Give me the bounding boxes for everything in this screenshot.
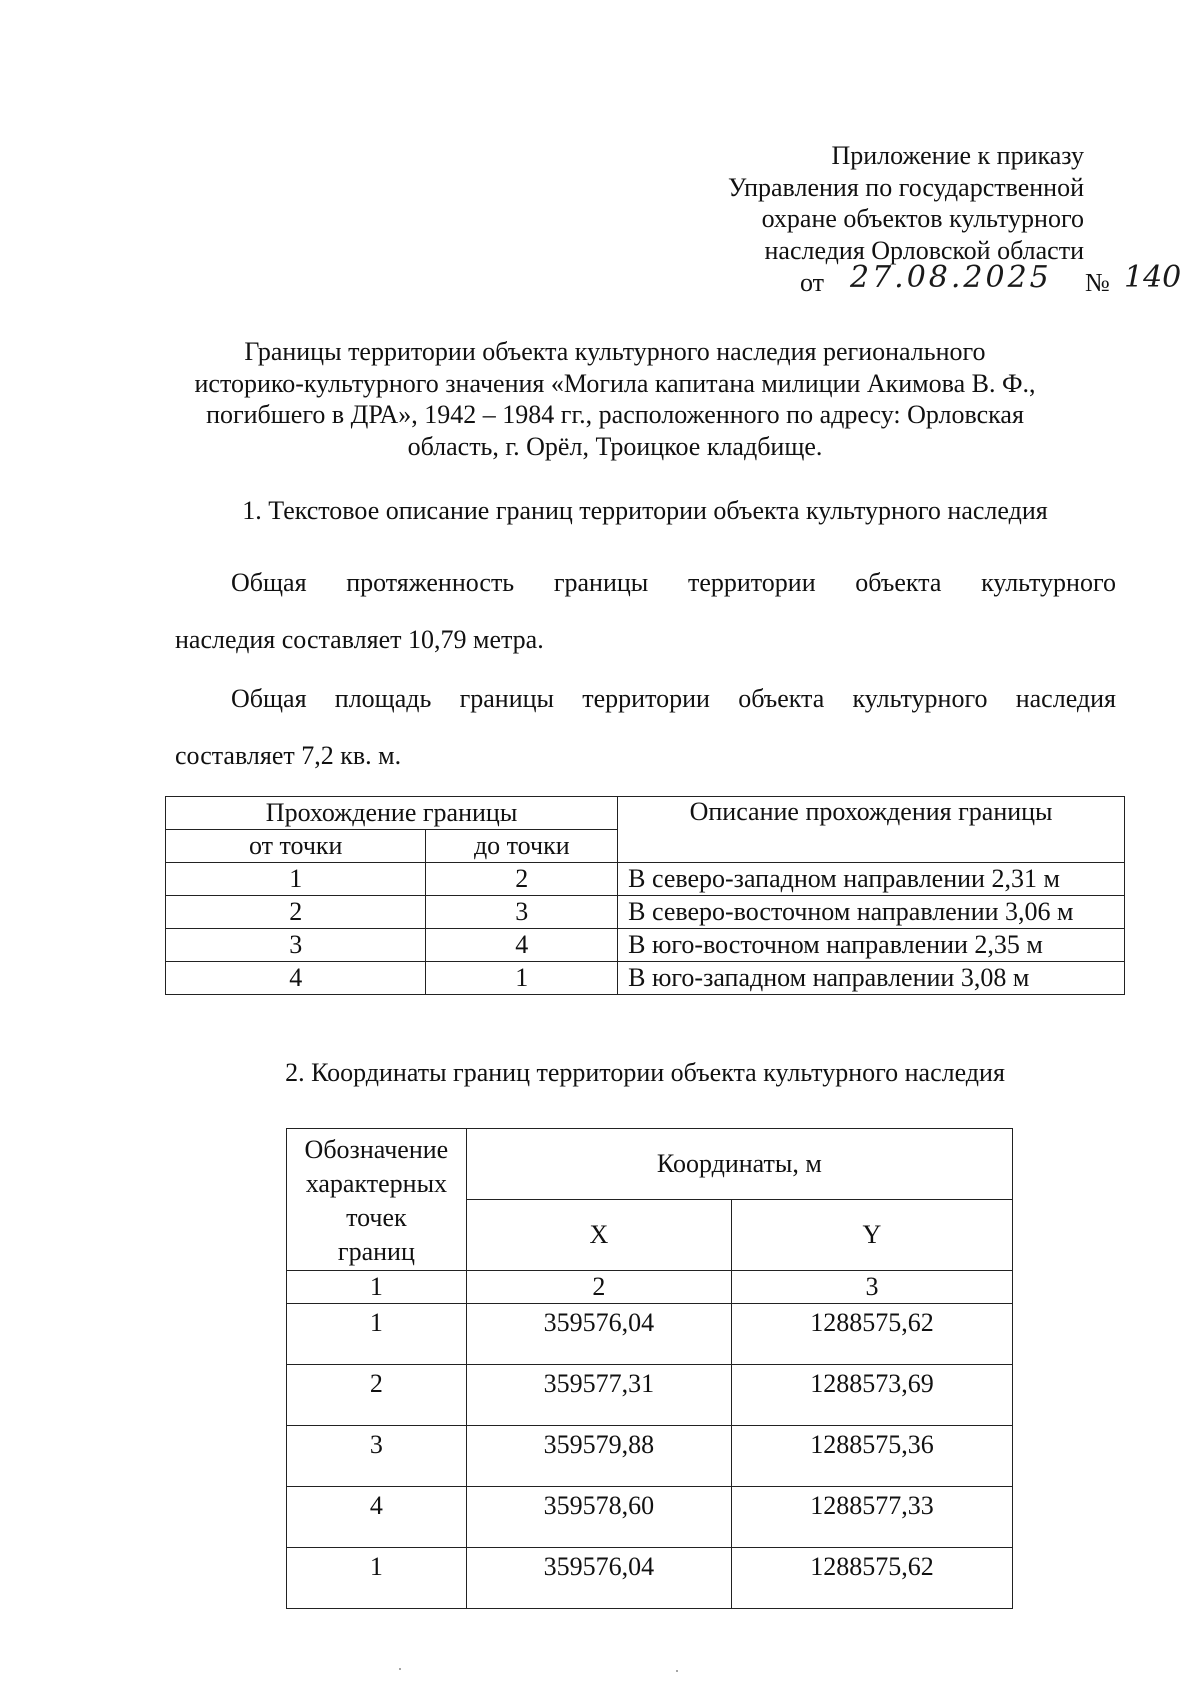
cell-description: В северо-западном направлении 2,31 м (618, 863, 1125, 896)
cell-x: 359579,88 (466, 1426, 731, 1487)
cell-description: В северо-восточном направлении 3,06 м (618, 896, 1125, 929)
handwritten-date: 27.08.2025 (850, 260, 1052, 295)
cell-x: 359576,04 (466, 1548, 731, 1609)
appendix-line: охране объектов культурного (761, 204, 1084, 233)
appendix-header (524, 140, 1084, 266)
header-x: X (466, 1200, 731, 1271)
table-row (287, 1487, 1013, 1548)
header-passage: Прохождение границы (166, 797, 618, 830)
table-row (287, 1548, 1013, 1609)
cell-from: 4 (166, 962, 426, 995)
index-row (287, 1271, 1013, 1304)
cell-from: 1 (166, 863, 426, 896)
area-line2: составляет 7,2 кв. м. (175, 741, 402, 770)
header-label-line: Обозначение (304, 1135, 449, 1164)
cell-to: 3 (426, 896, 618, 929)
title-line: погибшего в ДРА», 1942 – 1984 гг., расположенного по адресу: Орловская (206, 400, 1024, 429)
header-label-line: границ (337, 1237, 415, 1266)
cell-from: 2 (166, 896, 426, 929)
appendix-line: Управления по государственной (727, 172, 1084, 202)
appendix-line: наследия Орловской области (764, 235, 1084, 265)
table-row (166, 962, 1125, 995)
cell-description: В юго-восточном направлении 2,35 м (618, 929, 1125, 962)
appendix-line: Приложение к приказу (831, 141, 1084, 170)
header-label-line: точек (346, 1203, 407, 1232)
index-cell: 3 (731, 1271, 1012, 1304)
area-paragraph (175, 670, 1116, 784)
scan-speck (676, 1670, 678, 1672)
length-line2: наследия составляет 10,79 метра. (175, 625, 544, 654)
header-to: до точки (426, 830, 618, 863)
table-row (287, 1365, 1013, 1426)
header-coordinates: Координаты, м (466, 1129, 1012, 1200)
cell-y: 1288577,33 (731, 1487, 1012, 1548)
cell-point: 3 (287, 1426, 467, 1487)
cell-y: 1288575,62 (731, 1548, 1012, 1609)
coordinates-table (286, 1128, 1013, 1609)
number-prefix: № (1085, 268, 1110, 297)
table-row (166, 929, 1125, 962)
length-line1: Общая протяженность границы территории объекта культурного (231, 568, 1116, 597)
header-description: Описание прохождения границы (618, 797, 1125, 863)
cell-x: 359577,31 (466, 1365, 731, 1426)
cell-point: 4 (287, 1487, 467, 1548)
header-point-label (287, 1129, 467, 1271)
scan-speck (399, 1668, 401, 1670)
title-line: Границы территории объекта культурного наследия регионального (244, 337, 986, 366)
order-date-number (800, 260, 1182, 302)
cell-x: 359578,60 (466, 1487, 731, 1548)
section1-heading: 1. Текстовое описание границ территории объекта культурного наследия (242, 496, 1048, 525)
cell-description: В юго-западном направлении 3,08 м (618, 962, 1125, 995)
header-from: от точки (166, 830, 426, 863)
cell-point: 1 (287, 1304, 467, 1365)
cell-y: 1288573,69 (731, 1365, 1012, 1426)
cell-to: 4 (426, 929, 618, 962)
cell-point: 2 (287, 1365, 467, 1426)
document-title (175, 336, 1055, 462)
title-line: область, г. Орёл, Троицкое кладбище. (407, 431, 823, 461)
section2-heading: 2. Координаты границ территории объекта культурного наследия (285, 1058, 1005, 1087)
length-paragraph (175, 554, 1116, 668)
index-cell: 2 (466, 1271, 731, 1304)
handwritten-number: 140 (1124, 260, 1182, 295)
cell-point: 1 (287, 1548, 467, 1609)
table-row (287, 1304, 1013, 1365)
header-y: Y (731, 1200, 1012, 1271)
area-line1: Общая площадь границы территории объекта культурного наследия (231, 684, 1116, 713)
cell-to: 2 (426, 863, 618, 896)
table-row (166, 863, 1125, 896)
boundary-description-table (165, 796, 1125, 995)
cell-y: 1288575,62 (731, 1304, 1012, 1365)
cell-x: 359576,04 (466, 1304, 731, 1365)
cell-to: 1 (426, 962, 618, 995)
header-label-line: характерных (305, 1169, 448, 1198)
index-cell: 1 (287, 1271, 467, 1304)
date-prefix: от (800, 268, 825, 297)
cell-from: 3 (166, 929, 426, 962)
table-row (166, 896, 1125, 929)
table-row (287, 1426, 1013, 1487)
cell-y: 1288575,36 (731, 1426, 1012, 1487)
title-line: историко-культурного значения «Могила капитана милиции Акимова В. Ф., (194, 368, 1036, 398)
